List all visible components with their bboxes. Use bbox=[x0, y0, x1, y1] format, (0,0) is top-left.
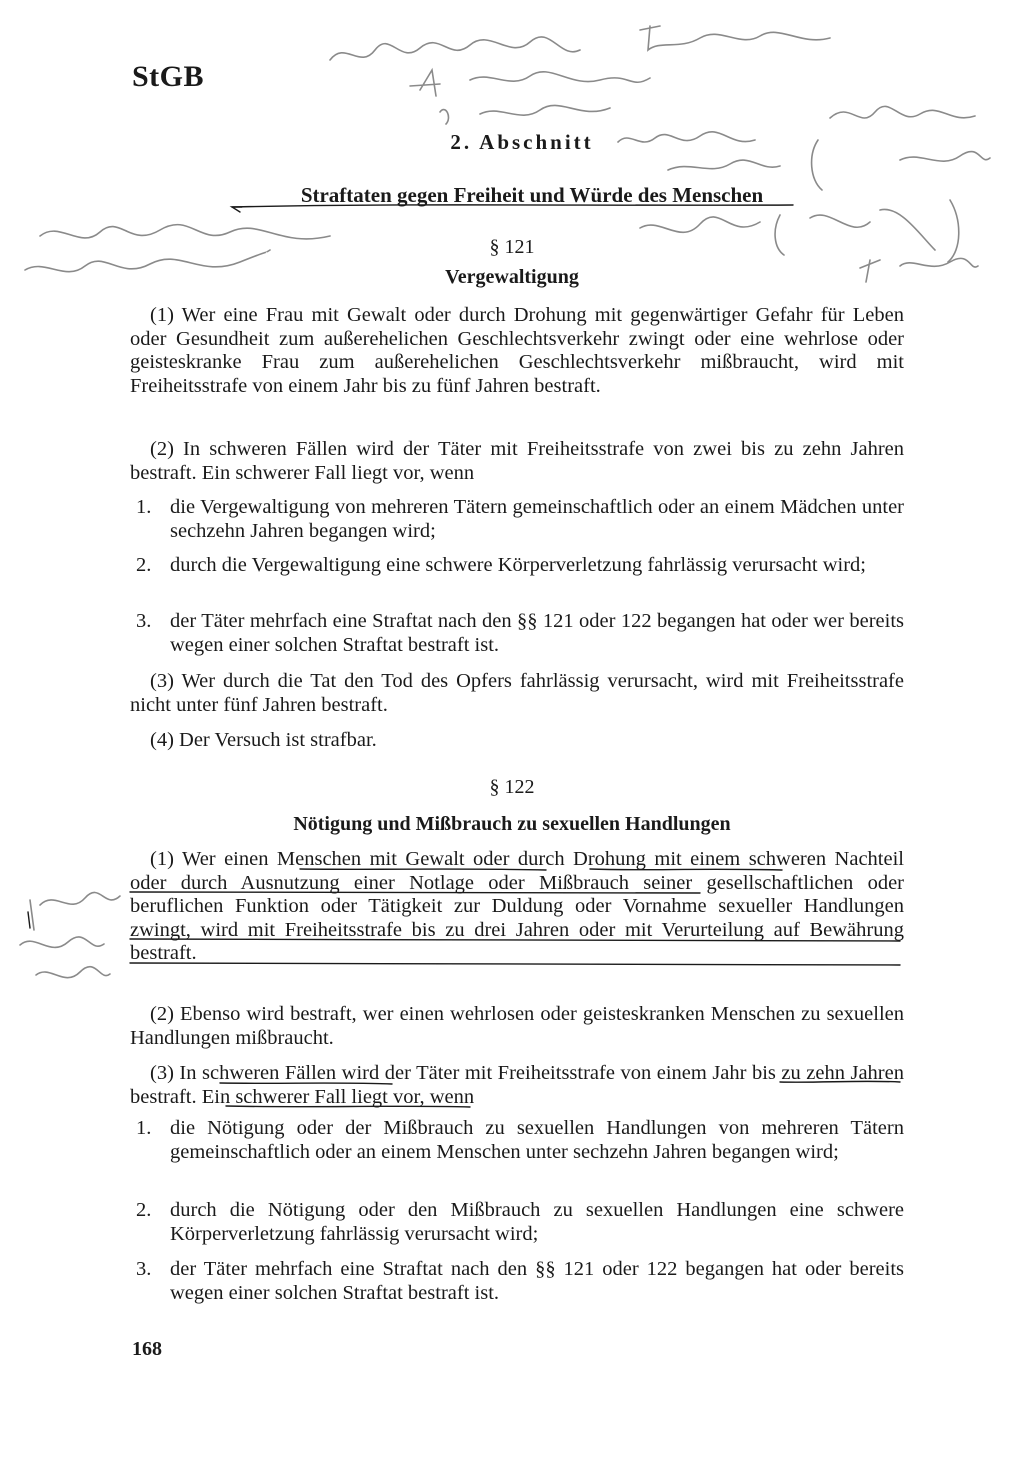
list-item-number: 2. bbox=[136, 1199, 152, 1221]
chapter-heading: 2. Abschnitt bbox=[450, 130, 594, 154]
s121-paragraph-2: (2) In schweren Fällen wird der Täter mit Freiheitsstrafe von zwei bis zu zehn Jahren bestraft. Ein schwerer Fall liegt vor, wenn bbox=[130, 438, 904, 484]
pencil-scribble-top bbox=[410, 70, 650, 96]
s121-paragraph-4: (4) Der Versuch ist strafbar. bbox=[150, 729, 377, 751]
running-head: StGB bbox=[132, 60, 205, 93]
pencil-scribble-margin bbox=[20, 937, 104, 947]
s122-paragraph-3: (3) In schweren Fällen wird der Täter mit Freiheitsstrafe von einem Jahr bis zu zehn Jahren bestraft. Ein schwerer Fall liegt vor, wenn bbox=[130, 1062, 904, 1108]
list-item-text: die Vergewaltigung von mehreren Tätern gemeinschaftlich oder an einem Mädchen unter sechzehn Jahren begangen wird; bbox=[170, 496, 904, 542]
list-item-number: 2. bbox=[136, 554, 152, 576]
section-number-121: § 121 bbox=[489, 236, 535, 258]
list-item-text: der Täter mehrfach eine Straftat nach den §§ 121 oder 122 begangen hat oder bereits wegen einer solchen Straftat bestraft ist. bbox=[170, 1258, 904, 1304]
s122-list-item bbox=[136, 1117, 904, 1164]
list-item-number: 3. bbox=[136, 1258, 152, 1280]
list-item-number: 3. bbox=[136, 610, 152, 632]
s122-list-item bbox=[136, 1258, 904, 1305]
pencil-scribble-top bbox=[640, 26, 830, 50]
section-title-122: Nötigung und Mißbrauch zu sexuellen Handlungen bbox=[293, 813, 731, 835]
page-number: 168 bbox=[132, 1338, 162, 1360]
list-item-text: durch die Vergewaltigung eine schwere Körperverletzung fahrlässig verursacht wird; bbox=[170, 554, 866, 576]
chapter-title: Straftaten gegen Freiheit und Würde des Menschen bbox=[300, 183, 764, 207]
pencil-scribble-right bbox=[830, 106, 975, 118]
pencil-scribble-margin bbox=[30, 892, 120, 930]
section-title-121: Vergewaltigung bbox=[445, 266, 579, 288]
list-item-text: der Täter mehrfach eine Straftat nach den §§ 121 oder 122 begangen hat oder wer bereits wegen einer solchen Straftat bestraft ist. bbox=[170, 610, 904, 656]
list-item-text: die Nötigung oder der Mißbrauch zu sexuellen Handlungen von mehreren Tätern gemeinschaftlich oder an einem Menschen unter sechzehn Jahren begangen wird; bbox=[170, 1117, 904, 1163]
s122-paragraph-1: (1) Wer einen Menschen mit Gewalt oder durch Drohung mit einem schweren Nachteil oder durch Ausnutzung einer Notlage oder Mißbrauch seiner gesellschaftlichen oder beruflichen Funktion oder Tätigkeit zur Duldung oder Vornahme sexueller Handlungen zwingt, wird mit Freiheitsstrafe bis zu drei Jahren oder mit Verurteilung auf Bewährung bestraft. bbox=[130, 848, 904, 964]
list-item-number: 1. bbox=[136, 496, 152, 518]
s121-paragraph-1: (1) Wer eine Frau mit Gewalt oder durch Drohung mit gegenwärtiger Gefahr für Leben oder Gesundheit zum außerehelichen Geschlechtsverkehr zwingt oder eine wehrlose oder geisteskranke Frau zum außerehelichen Geschlechtsverkehr mißbraucht, wird mit Freiheitsstrafe von einem Jahr bis zu fünf Jahren bestraft. bbox=[130, 304, 904, 397]
s121-list-item bbox=[136, 496, 904, 543]
pencil-scribble-top bbox=[668, 160, 780, 170]
s121-list-item bbox=[136, 554, 904, 578]
list-item-text: durch die Nötigung oder den Mißbrauch zu sexuellen Handlungen eine schwere Körperverletzung fahrlässig verursacht wird; bbox=[170, 1199, 904, 1245]
section-number-122: § 122 bbox=[489, 776, 535, 798]
pencil-scribble-top bbox=[440, 105, 610, 124]
s121-list-item bbox=[136, 610, 904, 657]
pencil-scribble-margin bbox=[36, 967, 110, 978]
list-item-number: 1. bbox=[136, 1117, 152, 1139]
ink-mark bbox=[28, 912, 30, 928]
s122-paragraph-2: (2) Ebenso wird bestraft, wer einen wehrlosen oder geisteskranken Menschen zu sexuellen Handlungen mißbraucht. bbox=[130, 1003, 904, 1049]
s121-paragraph-3: (3) Wer durch die Tat den Tod des Opfers fahrlässig verursacht, wird mit Freiheitsstrafe nicht unter fünf Jahren bestraft. bbox=[130, 670, 904, 716]
s122-list-item bbox=[136, 1199, 904, 1246]
pencil-scribble-top bbox=[330, 37, 580, 60]
